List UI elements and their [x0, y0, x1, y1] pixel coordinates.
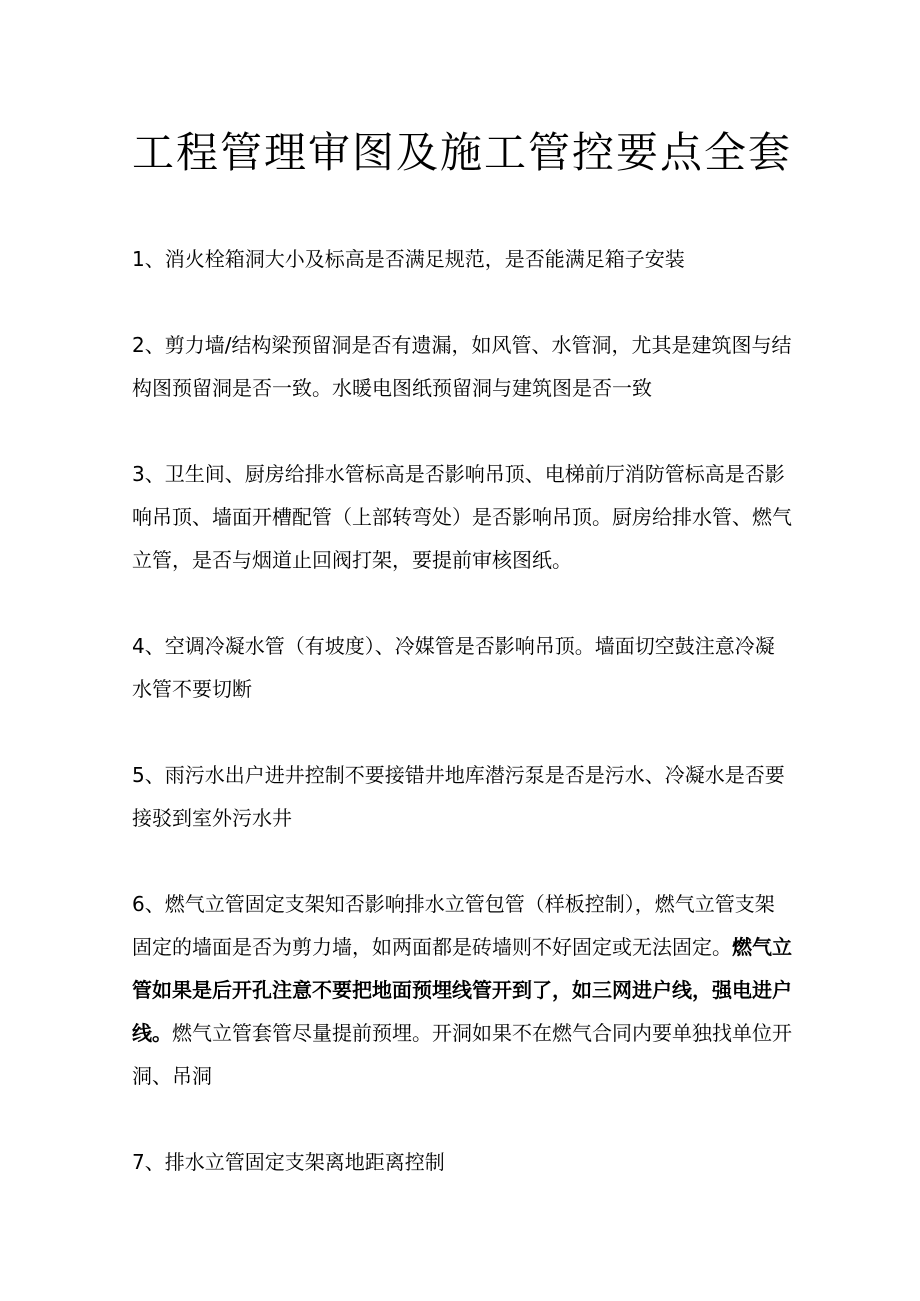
checklist-item-6: [132, 883, 792, 1098]
checklist-item-2: 2、剪力墙/结构梁预留洞是否有遗漏，如风管、水管洞，尤其是建筑图与结构图预留洞是否一致。水暖电图纸预留洞与建筑图是否一致: [132, 333, 792, 400]
checklist-item-6-text-before: 6、燃气立管固定支架知否影响排水立管包管（样板控制），燃气立管支架固定的墙面是否为剪力墙，如两面都是砖墙则不好固定或无法固定。: [132, 892, 775, 959]
checklist: [132, 238, 792, 1184]
checklist-item-4: 4、空调冷凝水管（有坡度）、冷媒管是否影响吊顶。墙面切空鼓注意冷凝水管不要切断: [132, 634, 775, 701]
checklist-item-1: 1、消火栓箱洞大小及标高是否满足规范，是否能满足箱子安装: [132, 247, 685, 271]
checklist-item-7: 7、排水立管固定支架离地距离控制: [132, 1150, 445, 1174]
checklist-item-6-text-after: 燃气立管套管尽量提前预埋。开洞如果不在燃气合同内要单独找单位开洞、吊洞: [132, 1021, 792, 1088]
document-title: 工程管理审图及施工管控要点全套: [132, 128, 793, 177]
checklist-item-6-bold-note: 燃气立管如果是后开孔注意不要把地面预埋线管开到了，如三网进户线，强电进户线。: [132, 935, 792, 1045]
checklist-item-5: 5、雨污水出户进井控制不要接错井地库潜污泵是否是污水、冷凝水是否要接驳到室外污水井: [132, 763, 785, 830]
checklist-item-3: 3、卫生间、厨房给排水管标高是否影响吊顶、电梯前厅消防管标高是否影响吊顶、墙面开槽配管（上部转弯处）是否影响吊顶。厨房给排水管、燃气立管，是否与烟道止回阀打架，要提前审核图纸。: [132, 462, 792, 572]
